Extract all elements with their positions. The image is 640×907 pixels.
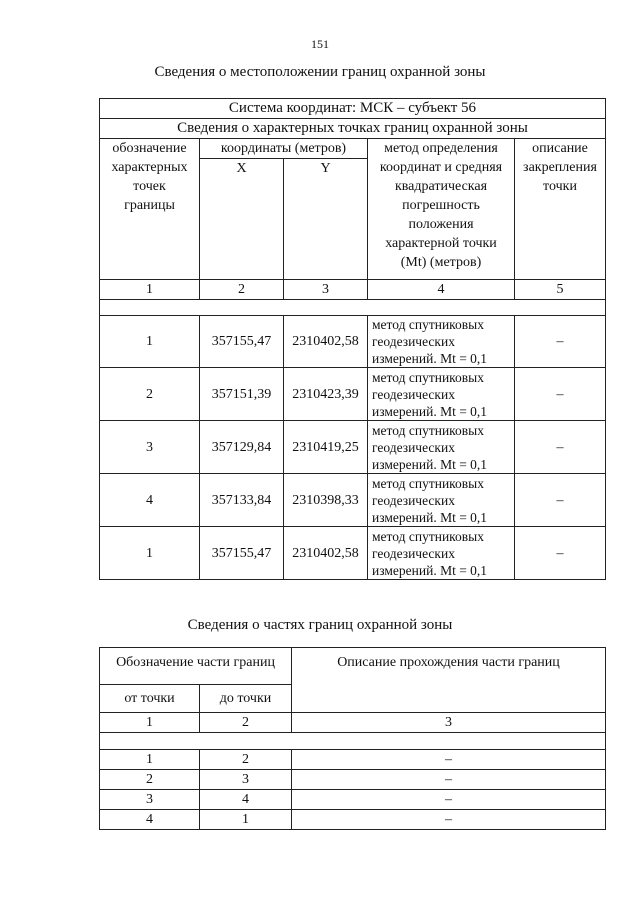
points-subtitle-row: Сведения о характерных точках границ охранной зоны bbox=[100, 119, 606, 139]
y-coordinate: 2310423,39 bbox=[284, 368, 368, 421]
column-number: 1 bbox=[100, 280, 200, 300]
header-part-designation: Обозначение части границ bbox=[100, 648, 292, 685]
column-number: 2 bbox=[200, 713, 292, 733]
header-fixing-description: описание закрепления точки bbox=[515, 139, 606, 280]
x-coordinate: 357155,47 bbox=[200, 527, 284, 580]
table-row bbox=[100, 770, 606, 790]
point-id: 3 bbox=[100, 421, 200, 474]
table-row bbox=[100, 316, 606, 368]
fixing-cell: – bbox=[515, 527, 606, 580]
fixing-cell: – bbox=[515, 421, 606, 474]
table-row bbox=[100, 368, 606, 421]
column-number: 4 bbox=[368, 280, 515, 300]
from-point: 2 bbox=[100, 770, 200, 790]
part-description: – bbox=[292, 750, 606, 770]
boundary-points-table bbox=[99, 98, 606, 580]
to-point: 2 bbox=[200, 750, 292, 770]
y-coordinate: 2310402,58 bbox=[284, 316, 368, 368]
method-cell: метод спутниковых геодезических измерений. Mt = 0,1 bbox=[368, 368, 515, 421]
x-coordinate: 357133,84 bbox=[200, 474, 284, 527]
table-row bbox=[100, 421, 606, 474]
table-row bbox=[100, 750, 606, 770]
empty-separator-row bbox=[100, 733, 606, 750]
header-x: X bbox=[200, 159, 284, 280]
header-part-description: Описание прохождения части границ bbox=[292, 648, 606, 713]
to-point: 1 bbox=[200, 810, 292, 830]
header-to-point: до точки bbox=[200, 685, 292, 713]
column-number: 1 bbox=[100, 713, 200, 733]
header-method: метод определения координат и средняя квадратическая погрешность положения характерной точки (Mt) (метров) bbox=[368, 139, 515, 280]
header-coordinates: координаты (метров) bbox=[200, 139, 368, 159]
boundary-parts-title: Сведения о частях границ охранной зоны bbox=[187, 617, 453, 633]
header-y: Y bbox=[284, 159, 368, 280]
point-id: 1 bbox=[100, 527, 200, 580]
point-id: 2 bbox=[100, 368, 200, 421]
header-point-designation: обозначение характерных точек границы bbox=[100, 139, 200, 280]
method-cell: метод спутниковых геодезических измерений. Mt = 0,1 bbox=[368, 527, 515, 580]
boundary-parts-table bbox=[99, 647, 606, 830]
coordinate-system-row: Система координат: МСК – субъект 56 bbox=[100, 99, 606, 119]
method-cell: метод спутниковых геодезических измерений. Mt = 0,1 bbox=[368, 474, 515, 527]
table-row bbox=[100, 810, 606, 830]
table-row bbox=[100, 474, 606, 527]
page-number: 151 bbox=[311, 37, 329, 51]
fixing-cell: – bbox=[515, 474, 606, 527]
from-point: 3 bbox=[100, 790, 200, 810]
empty-separator-row bbox=[100, 300, 606, 316]
x-coordinate: 357155,47 bbox=[200, 316, 284, 368]
from-point: 1 bbox=[100, 750, 200, 770]
method-cell: метод спутниковых геодезических измерений. Mt = 0,1 bbox=[368, 316, 515, 368]
point-id: 1 bbox=[100, 316, 200, 368]
x-coordinate: 357151,39 bbox=[200, 368, 284, 421]
fixing-cell: – bbox=[515, 368, 606, 421]
method-cell: метод спутниковых геодезических измерений. Mt = 0,1 bbox=[368, 421, 515, 474]
header-from-point: от точки bbox=[100, 685, 200, 713]
column-number: 3 bbox=[284, 280, 368, 300]
to-point: 3 bbox=[200, 770, 292, 790]
y-coordinate: 2310419,25 bbox=[284, 421, 368, 474]
point-id: 4 bbox=[100, 474, 200, 527]
coordinates-table-title: Сведения о местоположении границ охранной зоны bbox=[154, 64, 486, 80]
column-number: 3 bbox=[292, 713, 606, 733]
from-point: 4 bbox=[100, 810, 200, 830]
part-description: – bbox=[292, 790, 606, 810]
part-description: – bbox=[292, 810, 606, 830]
y-coordinate: 2310402,58 bbox=[284, 527, 368, 580]
table-row bbox=[100, 527, 606, 580]
fixing-cell: – bbox=[515, 316, 606, 368]
x-coordinate: 357129,84 bbox=[200, 421, 284, 474]
y-coordinate: 2310398,33 bbox=[284, 474, 368, 527]
column-number: 2 bbox=[200, 280, 284, 300]
part-description: – bbox=[292, 770, 606, 790]
table-row bbox=[100, 790, 606, 810]
column-number: 5 bbox=[515, 280, 606, 300]
to-point: 4 bbox=[200, 790, 292, 810]
